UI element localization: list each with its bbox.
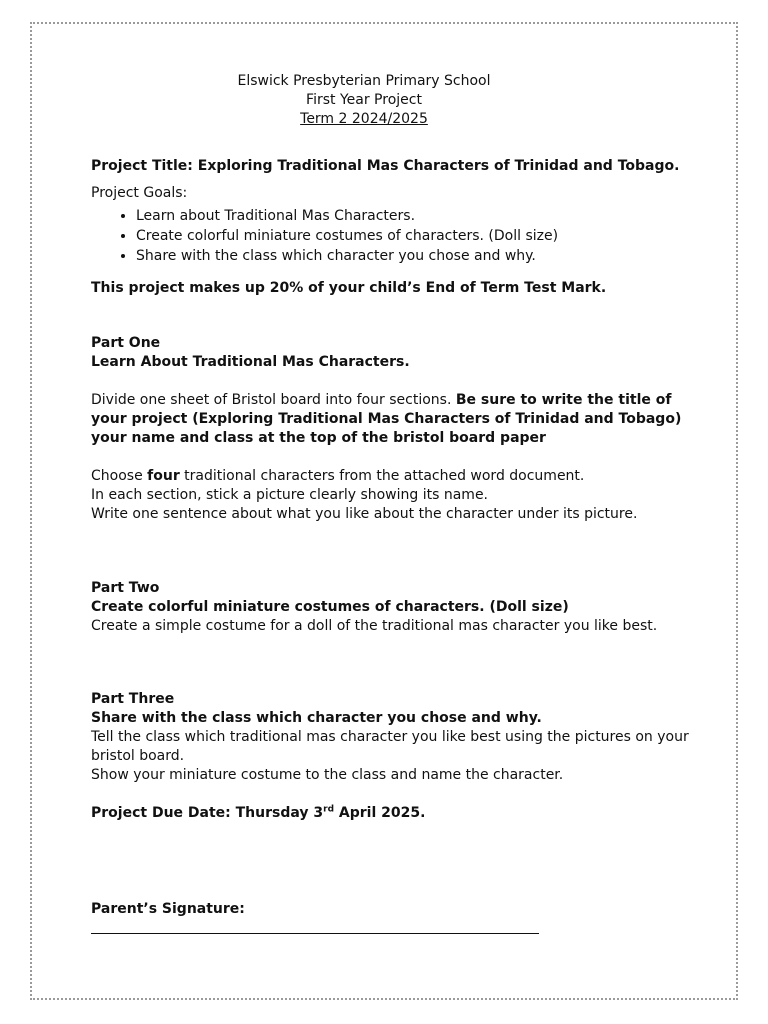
signature-line[interactable] — [91, 919, 539, 934]
project-year: First Year Project — [306, 92, 422, 108]
choose-pre: Choose — [91, 468, 148, 484]
part-one-instructions — [91, 391, 691, 448]
part-one-choose — [91, 467, 691, 486]
due-date-sup: rd — [323, 804, 335, 815]
term-label: Term 2 2024/2025 — [300, 111, 428, 127]
part-one-subheading: Learn About Traditional Mas Characters. — [91, 354, 410, 370]
document-header — [0, 72, 728, 129]
goal-item: • Learn about Traditional Mas Characters. — [136, 207, 691, 226]
goals-list — [91, 207, 691, 267]
part-three-text-1: Tell the class which traditional mas character you like best using the pictures on your bristol board. — [91, 729, 689, 764]
goal-item: • Share with the class which character you chose and why. — [136, 247, 691, 266]
choose-post: traditional characters from the attached word document. — [179, 468, 585, 484]
part-one-instructions-bold: Be sure to write the title of your project (Exploring Traditional Mas Characters of Trinidad and Tobago) your name and class at the top of the bristol board paper — [91, 392, 682, 446]
part-one — [91, 334, 691, 524]
part-one-stick: In each section, stick a picture clearly showing its name. — [91, 487, 489, 503]
part-one-heading: Part One — [91, 335, 161, 351]
part-one-instructions-plain: Divide one sheet of Bristol board into four sections. — [91, 392, 456, 408]
due-date — [91, 804, 691, 823]
weight-note: This project makes up 20% of your child’s End of Term Test Mark. — [91, 280, 607, 296]
part-one-sentence: Write one sentence about what you like about the character under its picture. — [91, 506, 638, 522]
due-date-post: April 2025. — [334, 805, 426, 821]
goals-label: Project Goals: — [91, 185, 188, 201]
due-date-pre: Project Due Date: Thursday 3 — [91, 805, 324, 821]
project-title: Project Title: Exploring Traditional Mas Characters of Trinidad and Tobago. — [91, 158, 680, 174]
part-two-heading: Part Two — [91, 580, 160, 596]
part-three-subheading: Share with the class which character you chose and why. — [91, 710, 542, 726]
signature-label: Parent’s Signature: — [91, 901, 245, 917]
part-three — [91, 690, 691, 785]
part-three-heading: Part Three — [91, 691, 175, 707]
choose-bold: four — [147, 468, 180, 484]
parent-signature — [91, 900, 691, 940]
part-two — [91, 579, 691, 636]
goal-item: • Create colorful miniature costumes of characters. (Doll size) — [136, 227, 691, 246]
part-two-text: Create a simple costume for a doll of the traditional mas character you like best. — [91, 618, 658, 634]
part-three-text-2: Show your miniature costume to the class and name the character. — [91, 767, 564, 783]
school-name: Elswick Presbyterian Primary School — [237, 73, 491, 89]
document-page — [91, 72, 691, 917]
part-two-subheading: Create colorful miniature costumes of characters. (Doll size) — [91, 599, 569, 615]
